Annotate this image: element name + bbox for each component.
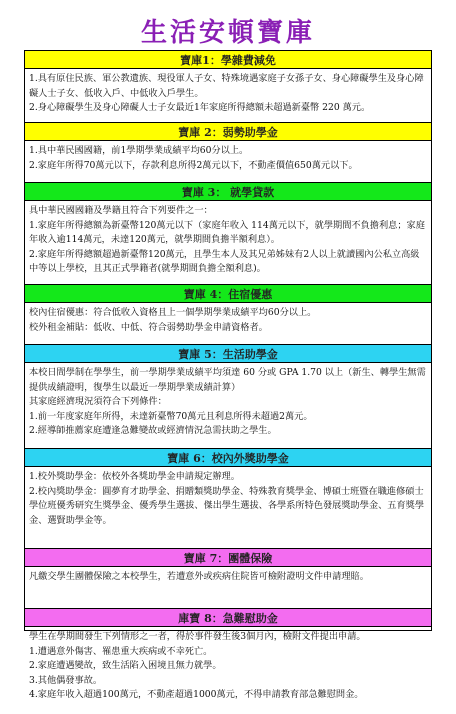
list-item: 2.身心障礙學生及身心障礙人士子女最近1年家庭所得總額未超過新臺幣 220 萬元。	[29, 102, 371, 113]
section-disadvantaged-aid	[25, 123, 431, 183]
list-item: 1.具中華民國國籍，前1學期學業成績平均60分以上。	[29, 145, 249, 156]
list-item: 1.前一年度家庭年所得，未達新臺幣70萬元且利息所得未超過2萬元。	[29, 410, 313, 422]
list-item: 2.經導師推薦家庭遭逢急難變故或經濟情況急需扶助之學生。	[29, 425, 277, 436]
list-item: 1.校外獎助學金：依校外各獎助學金申請規定辦理。	[29, 471, 240, 482]
section-body	[25, 363, 431, 448]
section-header: 寶庫 3： 就學貸款	[25, 183, 431, 201]
section-group-insurance	[25, 549, 431, 609]
section-header: 寶庫1：學雜費減免	[25, 51, 431, 69]
list-item: 校內住宿優惠：符合低收入資格且上一個學期學業成績平均60分以上。	[29, 307, 317, 318]
list-item: 凡繳交學生團體保險之本校學生，若遭意外或疾病住院皆可檢附證明文件申請理賠。	[29, 571, 369, 582]
list-item: 2.家庭遭遇變故，致生活陷入困境且無力就學。	[29, 660, 222, 671]
section-header: 寶庫 4：住宿優惠	[25, 285, 431, 303]
section-tuition-reduction	[25, 51, 431, 123]
list-item: 3.其他偶發事故。	[29, 674, 103, 686]
list-item: 2.家庭年所得總額超過新臺幣120萬元，且學生本人及其兄弟姊妹有2人以上就讀國內公私立高級中等以上學校，且其正式學籍者(就學期間負擔全額利息)。	[29, 248, 420, 274]
page-title: 生活安頓寶庫	[140, 18, 315, 48]
list-item: 1.家庭年所得總額為新臺幣120萬元以下（家庭年收入 114萬元以下，就學期間不負擔利息；家庭年收入逾114萬元，未達120萬元，就學期間負擔半額利息）。	[29, 219, 425, 245]
section-student-loan	[25, 183, 431, 285]
list-item: 其家庭經濟現況須符合下列條件：	[29, 396, 167, 407]
section-header: 庫寶 8：急難慰助金	[25, 609, 431, 627]
section-housing	[25, 285, 431, 345]
section-body	[25, 467, 431, 548]
section-body	[25, 567, 431, 608]
info-table	[24, 50, 432, 700]
section-emergency-relief	[25, 609, 431, 714]
section-header: 寶庫 2：弱勢助學金	[25, 123, 431, 141]
section-body	[25, 303, 431, 344]
section-body	[25, 141, 431, 182]
section-body	[25, 69, 431, 122]
section-body	[25, 627, 431, 714]
list-item: 4.家庭年收入超過100萬元，不動產超過1000萬元，不得申請教育部急難慰問金。	[29, 689, 364, 700]
list-item: 本校日間學制在學學生，前一學期學業成績平均須達 60 分或 GPA 1.70 以上（新生、轉學生無需提供成績證明，復學生以最近一學期學業成績計算）	[29, 367, 426, 393]
list-item: 1.具有原住民族、軍公教遺族、現役軍人子女、特殊境遇家庭子女孫子女、身心障礙學生及身心障礙人士子女、低收入戶、中低收入戶學生。	[29, 73, 424, 99]
list-item: 學生在學期間發生下列情形之一者，得於事件發生後3個月內，檢附文件提出申請。	[29, 631, 366, 642]
list-item: 2.家庭年所得70萬元以下，存款利息所得2萬元以下，不動產價值650萬元以下。	[29, 159, 358, 171]
section-scholarships	[25, 449, 431, 549]
list-item: 具中華民國國籍及學籍且符合下列要件之一：	[29, 205, 213, 216]
list-item: 校外租金補貼：低收、中低、符合弱勢助學金申請資格者。	[29, 321, 268, 333]
list-item: 2.校內獎助學金：圓夢育才助學金、捐贈類獎助學金、特殊教育獎學金、博碩士班暨在職進修碩士學位班優秀研究生獎學金、優秀學生選拔、傑出學生選拔、各學系所特色發展獎助學金、五育獎學金、選賢助學金等。	[29, 485, 425, 526]
section-living-aid	[25, 345, 431, 449]
section-header: 寶庫 5：生活助學金	[25, 345, 431, 363]
section-header: 寶庫 7：團體保險	[25, 549, 431, 567]
section-body	[25, 201, 431, 284]
section-header: 寶庫 6：校內外獎助學金	[25, 449, 431, 467]
list-item: 1.遭遇意外傷害、罹患重大疾病或不幸死亡。	[29, 645, 213, 657]
